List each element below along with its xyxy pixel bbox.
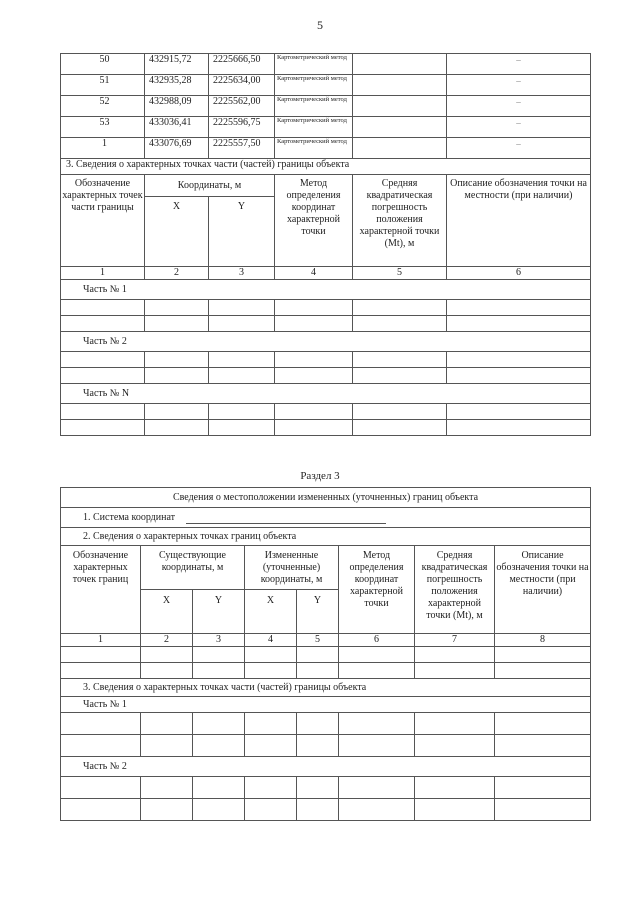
table-row	[61, 352, 591, 368]
error	[353, 138, 447, 159]
header-y: Y	[297, 590, 339, 634]
header-method: Метод определения координат характерной точки	[339, 546, 415, 634]
header-point-id: Обозначение характерных точек границ	[61, 546, 141, 634]
header-y: Y	[209, 197, 275, 267]
table-row	[61, 96, 591, 117]
description: –	[447, 75, 591, 96]
coord-system-row	[61, 508, 591, 528]
section3-table	[60, 487, 591, 821]
points-title: 2. Сведения о характерных точках границ объекта	[61, 528, 591, 546]
header-x: X	[141, 590, 193, 634]
header-error: Средняя квадратическая погрешность положения характерной точки (Mt), м	[353, 175, 447, 267]
method: Картометрический метод	[275, 54, 353, 75]
table-row	[61, 777, 591, 799]
table-row	[61, 799, 591, 821]
header-x: X	[245, 590, 297, 634]
coord-y: 2225557,50	[209, 138, 275, 159]
coord-x: 433036,41	[145, 117, 209, 138]
header-changed-coords: Измененные (уточненные) координаты, м	[245, 546, 339, 590]
method: Картометрический метод	[275, 96, 353, 117]
header-existing-coords: Существующие координаты, м	[141, 546, 245, 590]
method: Картометрический метод	[275, 117, 353, 138]
header-point-id: Обозначение характерных точек части границы	[61, 175, 145, 267]
coord-y: 2225634,00	[209, 75, 275, 96]
page-number: 5	[317, 18, 323, 32]
table-row	[61, 300, 591, 316]
header-coordinates: Координаты, м	[145, 175, 275, 197]
description: –	[447, 138, 591, 159]
table-row	[61, 75, 591, 96]
point-id: 52	[61, 96, 145, 117]
table-row	[61, 368, 591, 384]
description: –	[447, 54, 591, 75]
coord-system-blank	[186, 513, 386, 524]
error	[353, 54, 447, 75]
description: –	[447, 117, 591, 138]
table-row	[61, 713, 591, 735]
part-label: Часть № 1	[61, 280, 591, 300]
table-row	[61, 735, 591, 757]
coord-system-label: 1. Система координат	[83, 511, 176, 523]
table-row	[61, 54, 591, 75]
section-title: 3. Сведения о характерных точках части (частей) границы объекта	[61, 159, 591, 175]
table-row	[61, 647, 591, 663]
column-numbers: 1 2 3 4 5 6	[61, 267, 591, 280]
table-row	[61, 420, 591, 436]
point-id: 50	[61, 54, 145, 75]
coord-x: 433076,69	[145, 138, 209, 159]
error	[353, 96, 447, 117]
header-y: Y	[193, 590, 245, 634]
part-label: Часть № 2	[61, 332, 591, 352]
error	[353, 75, 447, 96]
table-row	[61, 138, 591, 159]
method: Картометрический метод	[275, 138, 353, 159]
table-row	[61, 663, 591, 679]
column-numbers: 1 2 3 4 5 6 7 8	[61, 634, 591, 647]
part-label: Часть № 1	[61, 697, 591, 713]
table-row	[61, 404, 591, 420]
top-table	[60, 53, 591, 436]
error	[353, 117, 447, 138]
header-method: Метод определения координат характерной точки	[275, 175, 353, 267]
parts-title: 3. Сведения о характерных точках части (частей) границы объекта	[61, 679, 591, 697]
coord-x: 432988,09	[145, 96, 209, 117]
header-error: Средняя квадратическая погрешность положения характерной точки (Mt), м	[415, 546, 495, 634]
coord-y: 2225562,00	[209, 96, 275, 117]
header-description: Описание обозначения точки на местности (при наличии)	[495, 546, 591, 634]
method: Картометрический метод	[275, 75, 353, 96]
table-row	[61, 117, 591, 138]
section-title: Сведения о местоположении измененных (уточненных) границ объекта	[61, 488, 591, 508]
table-row	[61, 316, 591, 332]
point-id: 51	[61, 75, 145, 96]
point-id: 1	[61, 138, 145, 159]
coord-y: 2225666,50	[209, 54, 275, 75]
coord-x: 432915,72	[145, 54, 209, 75]
point-id: 53	[61, 117, 145, 138]
section-heading: Раздел 3	[300, 470, 340, 482]
description: –	[447, 96, 591, 117]
header-x: X	[145, 197, 209, 267]
part-label: Часть № N	[61, 384, 591, 404]
part-label: Часть № 2	[61, 757, 591, 777]
coord-x: 432935,28	[145, 75, 209, 96]
coord-y: 2225596,75	[209, 117, 275, 138]
header-description: Описание обозначения точки на местности (при наличии)	[447, 175, 591, 267]
